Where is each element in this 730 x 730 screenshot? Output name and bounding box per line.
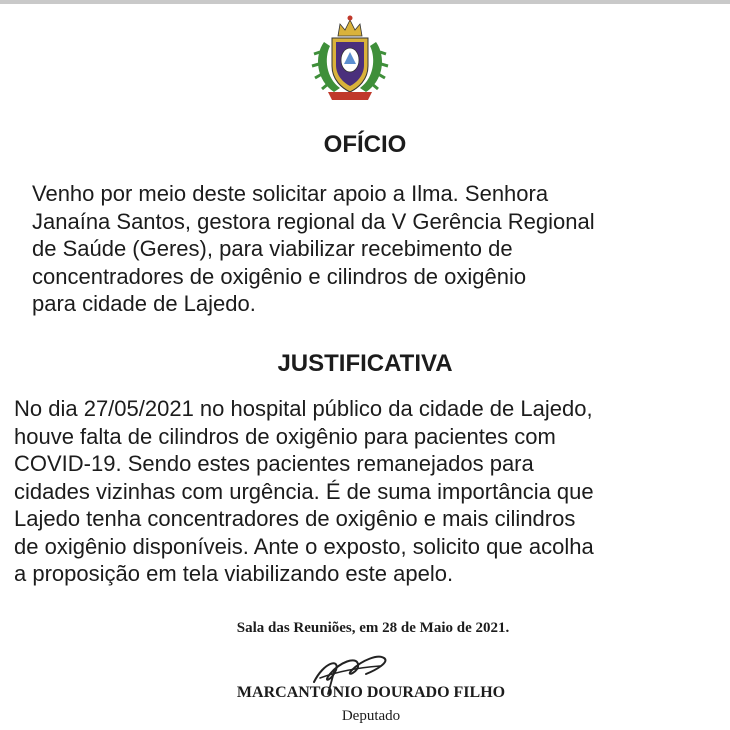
paragraph-line: COVID-19. Sendo estes pacientes remanejados para <box>14 451 534 476</box>
paragraph-line: a proposição em tela viabilizando este apelo. <box>14 561 454 586</box>
paragraph-line: cidades vizinhas com urgência. É de suma importância que <box>14 478 594 504</box>
paragraph-line: houve falta de cilindros de oxigênio para pacientes com <box>14 423 556 449</box>
date-line: Sala das Reuniões, em 28 de Maio de 2021. <box>236 620 510 636</box>
request-paragraph <box>32 180 722 318</box>
paragraph-line: Janaína Santos, gestora regional da V Gerência Regional <box>32 208 595 234</box>
paragraph-line: Venho por meio deste solicitar apoio a Ilma. Senhora <box>32 181 549 206</box>
title-oficio: OFÍCIO <box>323 131 407 158</box>
signer-name: MARCANTONIO DOURADO FILHO <box>236 684 506 701</box>
justification-paragraph <box>14 395 724 588</box>
paragraph-line: de Saúde (Geres), para viabilizar recebimento de <box>32 236 513 261</box>
paragraph-line: No dia 27/05/2021 no hospital público da cidade de Lajedo, <box>14 396 593 421</box>
paragraph-line: para cidade de Lajedo. <box>32 291 256 316</box>
title-justificativa: JUSTIFICATIVA <box>277 350 453 377</box>
paragraph-line: de oxigênio disponíveis. Ante o exposto, solicito que acolha <box>14 533 594 559</box>
coat-of-arms-icon <box>310 8 390 104</box>
paragraph-line: Lajedo tenha concentradores de oxigênio e mais cilindros <box>14 506 576 531</box>
signer-role: Deputado <box>341 708 401 724</box>
paragraph-line: concentradores de oxigênio e cilindros de oxigênio <box>32 263 527 289</box>
